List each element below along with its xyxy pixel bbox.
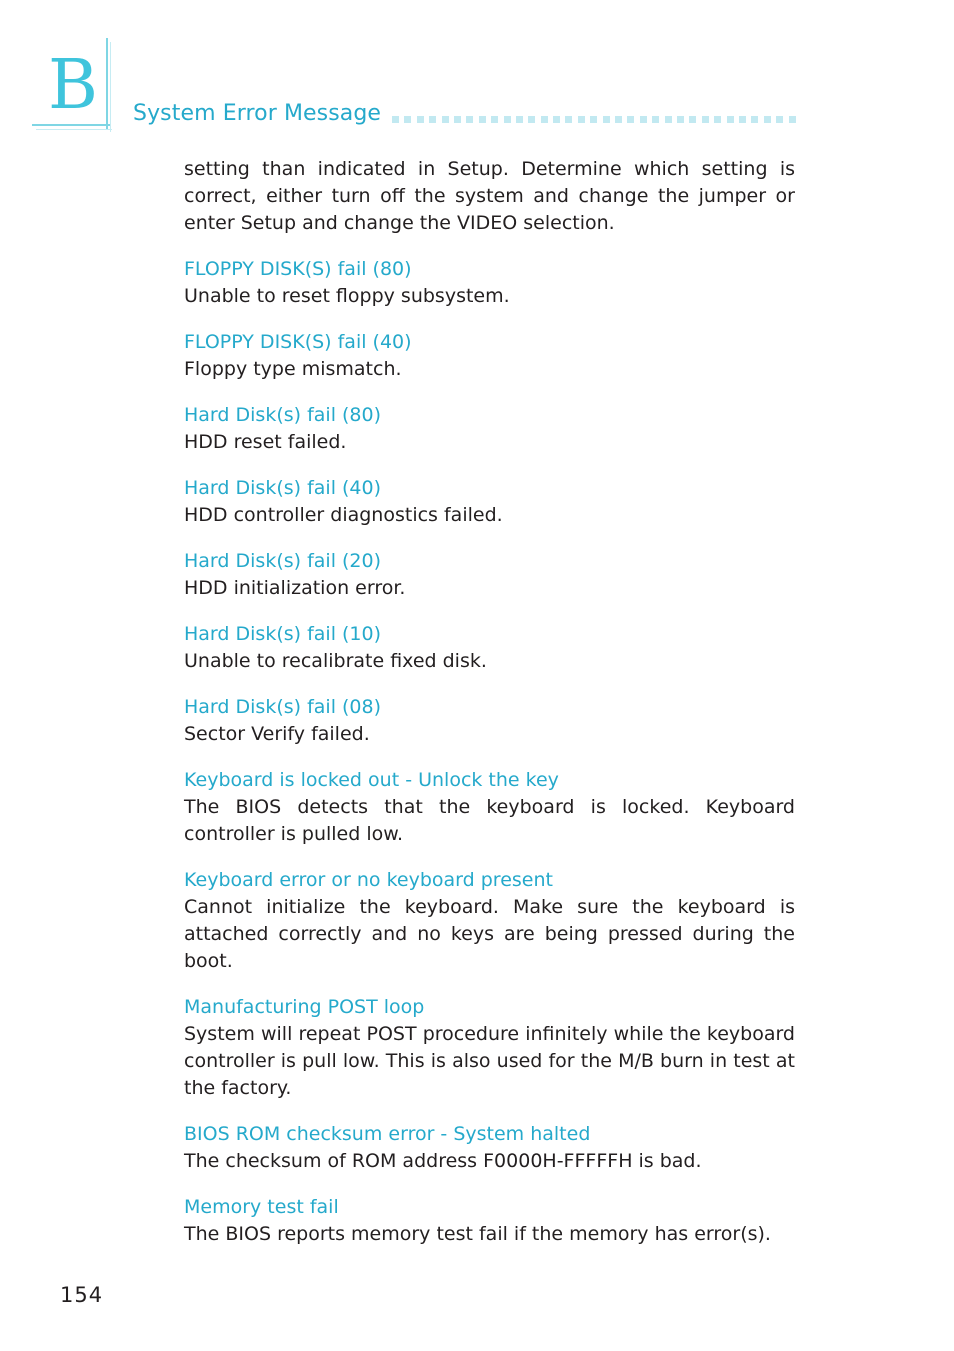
error-entry [184, 867, 795, 975]
error-title: Hard Disk(s) fail (10) [184, 623, 382, 645]
chapter-horizontal-rule-shadow [36, 129, 112, 130]
dot [404, 116, 411, 123]
error-message-list [184, 256, 795, 1248]
error-entry [184, 548, 795, 602]
dot [665, 116, 672, 123]
dot [429, 116, 436, 123]
error-description: HDD controller diagnostics failed. [184, 504, 503, 526]
error-title: FLOPPY DISK(S) fail (40) [184, 331, 412, 353]
error-description: Floppy type mismatch. [184, 358, 402, 380]
chapter-vertical-rule [106, 38, 108, 130]
error-description: The BIOS reports memory test fail if the memory has error(s). [184, 1223, 771, 1245]
dot [392, 116, 399, 123]
error-description: Sector Verify failed. [184, 723, 370, 745]
dot [578, 116, 585, 123]
error-title: FLOPPY DISK(S) fail (80) [184, 258, 412, 280]
error-entry [184, 994, 795, 1102]
error-description: System will repeat POST procedure infinitely while the keyboard controller is pull low. This is also used for the M/B burn in test at the factory. [184, 1023, 795, 1099]
error-title: Keyboard is locked out - Unlock the key [184, 769, 559, 791]
error-entry [184, 1194, 795, 1248]
dot [466, 116, 473, 123]
dot [652, 116, 659, 123]
dot [454, 116, 461, 123]
dot [528, 116, 535, 123]
error-entry [184, 767, 795, 848]
dot [739, 116, 746, 123]
chapter-vertical-rule-shadow [110, 42, 111, 132]
intro-paragraph: setting than indicated in Setup. Determine which setting is correct, either turn off the system and change the jumper or enter Setup and change the VIDEO selection. [184, 158, 795, 234]
dot [541, 116, 548, 123]
error-description: The BIOS detects that the keyboard is locked. Keyboard controller is pulled low. [184, 796, 795, 845]
error-title: Hard Disk(s) fail (08) [184, 696, 382, 718]
error-entry [184, 621, 795, 675]
dot [751, 116, 758, 123]
error-entry [184, 475, 795, 529]
error-title: Hard Disk(s) fail (20) [184, 550, 382, 572]
dot [776, 116, 783, 123]
dot [504, 116, 511, 123]
error-title: Hard Disk(s) fail (40) [184, 477, 382, 499]
error-title: Memory test fail [184, 1196, 339, 1218]
error-entry [184, 694, 795, 748]
error-description: Unable to reset floppy subsystem. [184, 285, 510, 307]
dot [553, 116, 560, 123]
error-title: Hard Disk(s) fail (80) [184, 404, 382, 426]
error-description: The checksum of ROM address F0000H-FFFFFH is bad. [184, 1150, 702, 1172]
dot [516, 116, 523, 123]
dot [789, 116, 796, 123]
dot [727, 116, 734, 123]
dot [590, 116, 597, 123]
header-dotted-rule [392, 116, 796, 124]
dot [615, 116, 622, 123]
dot [714, 116, 721, 123]
error-description: Unable to recalibrate fixed disk. [184, 650, 487, 672]
error-entry [184, 1121, 795, 1175]
dot [479, 116, 486, 123]
dot [417, 116, 424, 123]
error-description: Cannot initialize the keyboard. Make sure the keyboard is attached correctly and no keys are being pressed during the boot. [184, 896, 795, 972]
dot [603, 116, 610, 123]
error-entry [184, 329, 795, 383]
dot [689, 116, 696, 123]
dot [702, 116, 709, 123]
dot [442, 116, 449, 123]
dot [677, 116, 684, 123]
error-entry [184, 402, 795, 456]
error-title: Keyboard error or no keyboard present [184, 869, 553, 891]
dot [764, 116, 771, 123]
dot [627, 116, 634, 123]
error-description: HDD reset failed. [184, 431, 347, 453]
dot [565, 116, 572, 123]
dot [640, 116, 647, 123]
section-title: System Error Message [133, 101, 382, 126]
error-entry [184, 256, 795, 310]
dot [491, 116, 498, 123]
chapter-letter: B [48, 46, 98, 125]
page-number: 154 [60, 1283, 104, 1307]
chapter-marker [32, 38, 112, 134]
error-title: BIOS ROM checksum error - System halted [184, 1123, 591, 1145]
error-title: Manufacturing POST loop [184, 996, 425, 1018]
error-description: HDD initialization error. [184, 577, 406, 599]
page-content [184, 156, 795, 1248]
